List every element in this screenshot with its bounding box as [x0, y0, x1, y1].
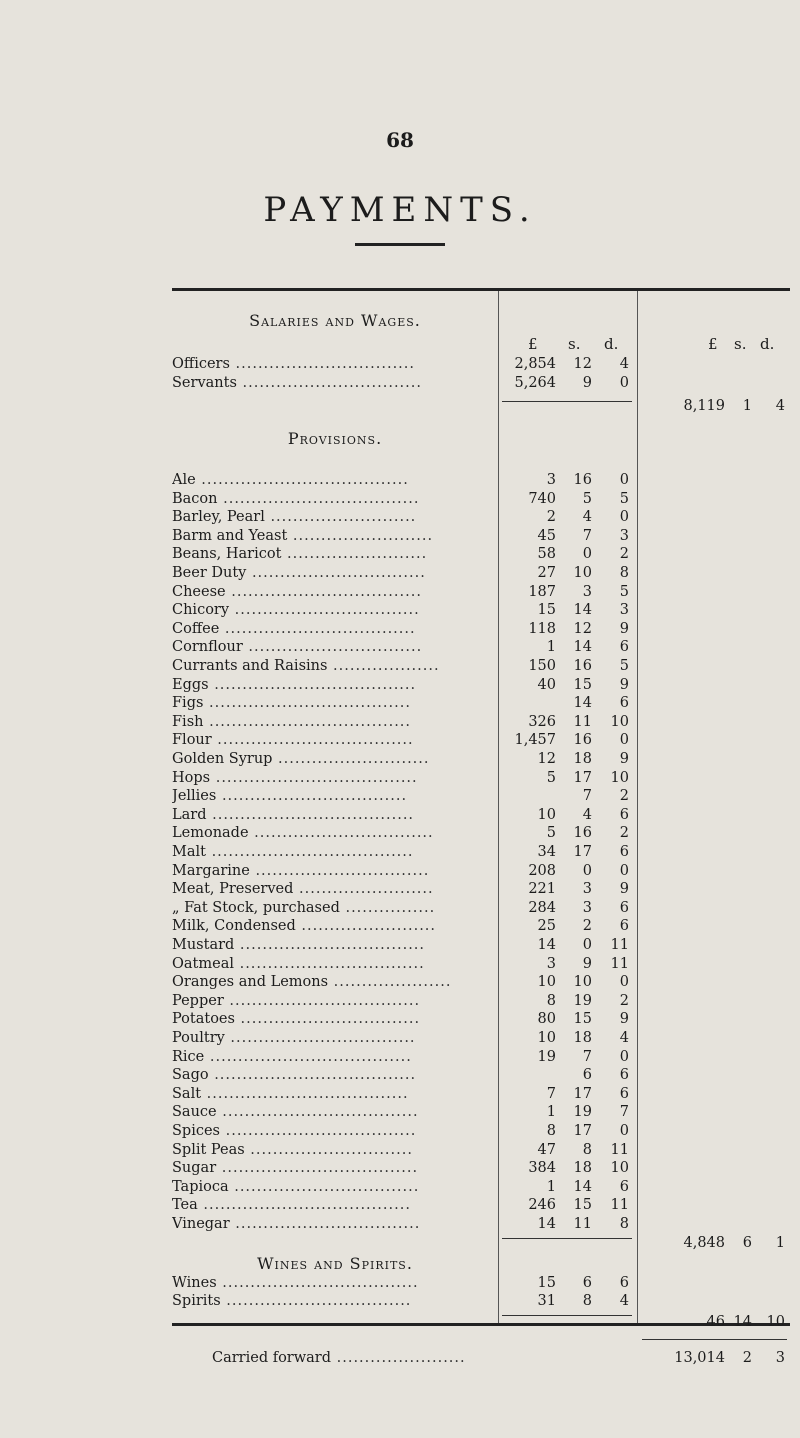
amount-pence: 0 [619, 732, 629, 749]
amount-pence: 6 [619, 1085, 629, 1102]
row-label-text: Eggs [172, 676, 209, 693]
amount-pounds: 3 [546, 472, 556, 488]
row-label-text: Oatmeal [172, 955, 234, 972]
amount-pence: 4 [619, 1293, 629, 1310]
total-pence: 10 [766, 1313, 785, 1330]
amount-pounds: 8 [546, 1123, 556, 1139]
total-shillings: 1 [742, 398, 752, 414]
dot-leader: ................................ [234, 1011, 421, 1028]
amount-pounds: 58 [537, 546, 556, 563]
dot-leader: ..................... [328, 974, 452, 991]
row-label-text: Poultry [172, 1030, 225, 1046]
dot-leader: ........................ [293, 881, 434, 898]
row-label-text: Rice [172, 1048, 205, 1065]
amount-pounds: 187 [528, 583, 556, 600]
amount-pence: 8 [619, 565, 629, 581]
total-pounds: 46 [706, 1313, 725, 1330]
amount-shillings: 18 [573, 751, 592, 767]
row-label-text: Mustard [172, 937, 235, 953]
row-label-text: Wines [172, 1274, 217, 1291]
dot-leader: ................................. [229, 602, 420, 619]
amount-pounds: 208 [528, 862, 556, 879]
ledger-row [172, 1290, 790, 1312]
row-label-text: Golden Syrup [172, 751, 273, 767]
amount-pence: 2 [619, 992, 629, 1009]
amount-pounds: 3 [546, 955, 556, 972]
carried-forward-pence: 3 [775, 1349, 785, 1366]
dot-leader: .................................... [203, 695, 411, 712]
dot-leader: ................................. [224, 1030, 416, 1046]
amount-pounds: 12 [537, 751, 556, 767]
row-label-text: Cheese [172, 583, 226, 600]
amount-shillings: 17 [573, 1123, 592, 1139]
amount-pence: 0 [619, 974, 629, 991]
dot-leader: ................................. [229, 1216, 421, 1232]
amount-shillings: 5 [582, 490, 592, 507]
amount-shillings: 14 [573, 695, 592, 712]
amount-pence: 6 [619, 1178, 629, 1195]
page-title: PAYMENTS. [263, 190, 537, 230]
dot-leader: .................................. [225, 583, 422, 600]
sum-rule [642, 1339, 787, 1340]
amount-pence: 6 [619, 806, 629, 823]
amount-pounds: 246 [528, 1197, 556, 1214]
amount-pence: 5 [619, 490, 629, 507]
ledger-row [172, 372, 790, 394]
amount-pence: 0 [619, 374, 629, 391]
amount-shillings: 19 [573, 992, 592, 1009]
amount-shillings: 6 [582, 1274, 592, 1291]
dot-leader: .................................... [206, 806, 415, 823]
row-label-text: Salt [172, 1085, 202, 1102]
amount-pence: 6 [619, 639, 629, 656]
amount-pounds: 118 [528, 620, 556, 637]
amount-shillings: 0 [582, 546, 592, 563]
amount-pounds: 5 [546, 769, 556, 786]
amount-shillings: 16 [573, 825, 592, 842]
amount-pounds: 284 [528, 899, 556, 916]
amount-pounds: 326 [528, 713, 556, 730]
dot-leader: ......................... [281, 546, 428, 563]
row-label-text: Beans, Haricot [172, 546, 282, 563]
amount-pounds: 8 [546, 992, 556, 1009]
dot-leader: ..................................... [195, 472, 409, 488]
dot-leader: ................................. [234, 937, 426, 953]
amount-pence: 10 [610, 713, 629, 730]
amount-pence: 0 [619, 862, 629, 879]
amount-shillings: 19 [573, 1104, 592, 1121]
amount-pence: 6 [619, 899, 629, 916]
dot-leader: ................................. [216, 788, 408, 805]
shilling-header: s. [734, 335, 747, 353]
row-label-text: Ale [172, 472, 196, 488]
amount-pounds: 27 [537, 565, 556, 581]
amount-pounds: 80 [537, 1011, 556, 1028]
row-label-text: Jellies [172, 788, 217, 805]
amount-pence: 6 [619, 1067, 629, 1084]
amount-shillings: 18 [573, 1030, 592, 1046]
amount-shillings: 0 [582, 862, 592, 879]
amount-pounds: 1 [546, 639, 556, 656]
amount-pounds: 14 [537, 937, 556, 953]
dot-leader: .................................. [220, 1123, 417, 1139]
amount-shillings: 16 [573, 658, 592, 674]
amount-shillings: 7 [582, 788, 592, 805]
amount-pence: 11 [610, 1141, 629, 1158]
amount-pounds: 40 [537, 676, 556, 693]
amount-shillings: 16 [573, 732, 592, 749]
amount-pounds: 14 [537, 1216, 556, 1232]
amount-pence: 11 [610, 955, 629, 972]
amount-pounds: 47 [537, 1141, 556, 1158]
dot-leader: ................................. [228, 1178, 420, 1195]
amount-shillings: 9 [582, 374, 592, 391]
amount-pence: 5 [619, 658, 629, 674]
dot-leader: ..................................... [197, 1197, 411, 1214]
section-total [172, 1232, 790, 1254]
amount-pence: 8 [619, 1216, 629, 1232]
row-label-text: Servants [172, 374, 237, 391]
amount-pence: 9 [619, 1011, 629, 1028]
amount-pence: 9 [619, 676, 629, 693]
amount-pence: 0 [619, 472, 629, 488]
section-heading: Wines and Spirits. [257, 1253, 413, 1273]
amount-pence: 2 [619, 546, 629, 563]
row-label-text: Barley, Pearl [172, 509, 265, 526]
amount-pence: 3 [619, 527, 629, 544]
amount-shillings: 7 [582, 1048, 592, 1065]
amount-pence: 6 [619, 695, 629, 712]
row-label-text: Figs [172, 695, 204, 712]
amount-pounds: 5,264 [514, 374, 556, 391]
amount-pounds: 34 [537, 844, 556, 860]
amount-pounds: 10 [537, 1030, 556, 1046]
section-total [172, 1311, 790, 1333]
amount-pounds: 7 [546, 1085, 556, 1102]
amount-shillings: 17 [573, 1085, 592, 1102]
payments-ledger [172, 288, 790, 1366]
dot-leader: .................................... [201, 1085, 409, 1102]
pence-header: d. [604, 335, 619, 353]
dot-leader: ................................... [217, 490, 420, 507]
amount-pence: 7 [619, 1104, 629, 1121]
amount-shillings: 4 [582, 806, 592, 823]
row-label-text: Milk, Condensed [172, 918, 296, 935]
dot-leader: ................... [327, 658, 440, 674]
row-label-text: Potatoes [172, 1011, 235, 1028]
amount-pence: 10 [610, 1160, 629, 1177]
amount-pence: 2 [619, 788, 629, 805]
row-label-text: Coffee [172, 620, 220, 637]
amount-pounds: 221 [528, 881, 556, 898]
amount-shillings: 12 [573, 356, 592, 372]
row-label-text: Vinegar [172, 1216, 230, 1232]
amount-shillings: 3 [582, 583, 592, 600]
amount-pence: 6 [619, 918, 629, 935]
amount-pence: 11 [610, 937, 629, 953]
section-total [172, 395, 790, 417]
total-shillings: 14 [733, 1313, 752, 1330]
amount-shillings: 9 [582, 955, 592, 972]
dot-leader: ............................... [246, 565, 426, 581]
dot-leader: ................................ [248, 825, 434, 842]
amount-pounds: 45 [537, 527, 556, 544]
dot-leader: ................................... [211, 732, 414, 749]
amount-shillings: 16 [573, 472, 592, 488]
row-label-text: Officers [172, 356, 230, 372]
amount-pounds: 10 [537, 806, 556, 823]
dot-leader: ................................ [229, 356, 416, 372]
amount-shillings: 8 [582, 1141, 592, 1158]
amount-shillings: 8 [582, 1293, 592, 1310]
amount-shillings: 3 [582, 881, 592, 898]
amount-pence: 11 [610, 1197, 629, 1214]
row-label-text: Sago [172, 1067, 209, 1084]
total-shillings: 6 [742, 1234, 752, 1251]
dot-leader: ................................... [216, 1274, 419, 1291]
shilling-header: s. [568, 335, 581, 353]
amount-pounds: 384 [528, 1160, 556, 1177]
row-label-text: Oranges and Lemons [172, 974, 329, 991]
amount-pence: 2 [619, 825, 629, 842]
carried-forward-label [212, 1347, 530, 1369]
amount-pounds: 1 [546, 1178, 556, 1195]
pence-header: d. [760, 335, 775, 353]
dot-leader: .................................... [208, 1067, 417, 1084]
row-label-text: Tea [172, 1197, 198, 1214]
dot-leader: ........................ [295, 918, 437, 935]
amount-pounds: 740 [528, 490, 556, 507]
dot-leader: ....................... [331, 1349, 466, 1366]
dot-leader: .................................... [205, 844, 414, 860]
amount-pounds: 5 [546, 825, 556, 842]
page-number: 68 [386, 128, 414, 152]
amount-pounds: 2,854 [514, 356, 556, 372]
amount-shillings: 11 [573, 1216, 592, 1232]
amount-pence: 0 [619, 1048, 629, 1065]
row-label-text: Malt [172, 844, 206, 860]
amount-pence: 9 [619, 620, 629, 637]
row-label-text: Fish [172, 713, 204, 730]
row-label [172, 372, 490, 394]
title-rule [355, 243, 445, 246]
dot-leader: .......................... [264, 509, 417, 526]
amount-pence: 5 [619, 583, 629, 600]
amount-pounds: 2 [546, 509, 556, 526]
amount-shillings: 18 [573, 1160, 592, 1177]
row-label-text: Pepper [172, 992, 224, 1009]
carried-forward-pounds: 13,014 [674, 1349, 725, 1366]
dot-leader: .................................... [208, 676, 417, 693]
dot-leader: ................................... [216, 1160, 419, 1177]
total-pence: 4 [775, 398, 785, 414]
amount-pounds: 15 [537, 1274, 556, 1291]
row-label-text: Sugar [172, 1160, 217, 1177]
dot-leader: .................................... [204, 1048, 412, 1065]
row-label-text: Currants and Raisins [172, 658, 328, 674]
amount-pence: 6 [619, 1274, 629, 1291]
row-label-text: Tapioca [172, 1178, 229, 1195]
total-pounds: 8,119 [683, 398, 725, 414]
dot-leader: ............................... [249, 862, 430, 879]
row-label-text: Hops [172, 769, 211, 786]
total-pounds: 4,848 [683, 1234, 725, 1251]
amount-pounds: 150 [528, 658, 556, 674]
row-label-text: Lard [172, 806, 207, 823]
amount-pence: 6 [619, 844, 629, 860]
dot-leader: ............................... [242, 639, 423, 656]
dot-leader: .................................... [203, 713, 412, 730]
amount-pence: 4 [619, 1030, 629, 1046]
row-label-text: Beer Duty [172, 565, 247, 581]
amount-shillings: 2 [582, 918, 592, 935]
dot-leader: ................ [339, 899, 436, 916]
amount-pounds: 19 [537, 1048, 556, 1065]
dot-leader: ................................... [216, 1104, 419, 1121]
amount-shillings: 0 [582, 937, 592, 953]
amount-pounds: 10 [537, 974, 556, 991]
row-label-text: Split Peas [172, 1141, 245, 1158]
amount-pence: 0 [619, 1123, 629, 1139]
amount-pence: 9 [619, 751, 629, 767]
row-label [172, 1290, 490, 1312]
amount-pence: 10 [610, 769, 629, 786]
amount-shillings: 15 [573, 1011, 592, 1028]
amount-pence: 4 [619, 356, 629, 372]
amount-pounds: 31 [537, 1293, 556, 1310]
row-label-text: Barm and Yeast [172, 527, 288, 544]
amount-pounds: 1,457 [514, 732, 556, 749]
row-label-text: Meat, Preserved [172, 881, 294, 898]
total-pence: 1 [775, 1234, 785, 1251]
amount-shillings: 6 [582, 1067, 592, 1084]
row-label-text: Spirits [172, 1293, 221, 1310]
dot-leader: .................................. [223, 992, 421, 1009]
section-heading: Salaries and Wages. [249, 311, 421, 330]
pound-header: £ [708, 335, 718, 353]
carried-forward-shillings: 2 [742, 1349, 752, 1366]
amount-pounds: 1 [546, 1104, 556, 1121]
amount-shillings: 12 [573, 620, 592, 637]
amount-shillings: 14 [573, 1178, 592, 1195]
amount-shillings: 15 [573, 676, 592, 693]
dot-leader: .................................. [219, 620, 416, 637]
pound-header: £ [528, 335, 538, 353]
row-label-text: Chicory [172, 602, 230, 619]
amount-shillings: 15 [573, 1197, 592, 1214]
dot-leader: ........................... [272, 751, 430, 767]
row-label-text: Flour [172, 732, 212, 749]
amount-shillings: 4 [582, 509, 592, 526]
dot-leader: ................................ [236, 374, 422, 391]
carried-forward-text: Carried forward [212, 1349, 332, 1366]
amount-shillings: 14 [573, 602, 592, 619]
row-label-text: Lemonade [172, 825, 249, 842]
amount-pounds: 25 [537, 918, 556, 935]
row-label-text: Margarine [172, 862, 250, 879]
amount-shillings: 14 [573, 639, 592, 656]
amount-shillings: 10 [573, 565, 592, 581]
dot-leader: .................................... [210, 769, 418, 786]
amount-shillings: 17 [573, 844, 592, 860]
amount-pence: 0 [619, 509, 629, 526]
amount-shillings: 10 [573, 974, 592, 991]
amount-shillings: 3 [582, 899, 592, 916]
row-label-text: Spices [172, 1123, 220, 1139]
dot-leader: ......................... [287, 527, 434, 544]
dot-leader: ............................. [244, 1141, 413, 1158]
row-label-text: „ Fat Stock, purchased [172, 899, 340, 916]
dot-leader: ................................. [233, 955, 425, 972]
amount-shillings: 11 [573, 713, 592, 730]
amount-pounds: 15 [537, 602, 556, 619]
row-label-text: Cornflour [172, 639, 243, 656]
row-label-text: Bacon [172, 490, 218, 507]
amount-shillings: 17 [573, 769, 592, 786]
dot-leader: ................................. [220, 1293, 412, 1310]
amount-pence: 3 [619, 602, 629, 619]
section-heading: Provisions. [287, 429, 383, 448]
amount-pence: 9 [619, 881, 629, 898]
row-label-text: Sauce [172, 1104, 217, 1121]
carried-forward-row [172, 1347, 790, 1369]
amount-shillings: 7 [582, 527, 592, 544]
